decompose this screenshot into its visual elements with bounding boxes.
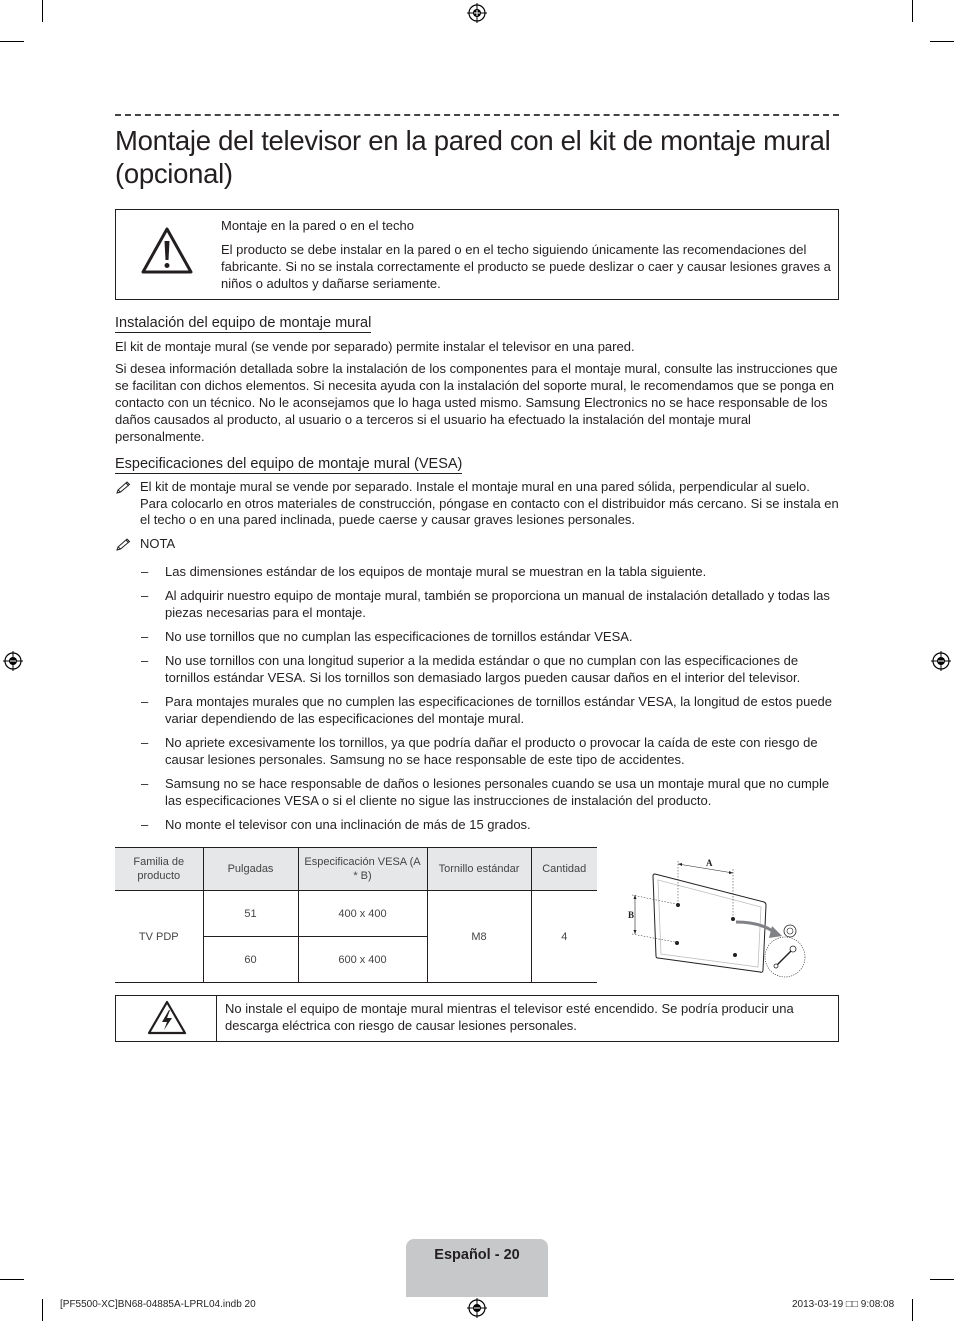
table-cell-vesa: 600 x 400 xyxy=(298,937,427,983)
list-item-text: Las dimensiones estándar de los equipos de montaje mural se muestran en la tabla siguiente. xyxy=(165,564,707,579)
installation-heading: Instalación del equipo de montaje mural xyxy=(115,315,372,331)
list-item-text: Al adquirir nuestro equipo de montaje mural, también se proporciona un manual de instalación detallado y todas las piezas necesarias para el montaje. xyxy=(165,588,830,620)
shock-warning-box xyxy=(115,995,839,1042)
crop-mark xyxy=(0,1279,24,1280)
crop-mark xyxy=(930,1279,954,1280)
table-header-cell: Familia de producto xyxy=(115,848,203,891)
list-dash: – xyxy=(141,588,149,603)
table-cell-family: TV PDP xyxy=(115,891,203,983)
registration-mark-icon xyxy=(467,3,487,23)
list-dash: – xyxy=(141,564,149,579)
footer-file-info: [PF5500-XC]BN68-04885A-LPRL04.indb 20 xyxy=(60,1299,256,1310)
crop-mark xyxy=(42,1299,43,1321)
list-item-text: No use tornillos con una longitud superior a la medida estándar o que no cumplan con las especificaciones de tornillos estándar VESA. Si los tornillos son demasiado largos pueden causar daños en el interior del televisor. xyxy=(165,653,801,685)
shock-warning-text: No instale el equipo de montaje mural mientras el televisor esté encendido. Se podría producir una descarga eléctrica con riesgo de causar lesiones personales. xyxy=(225,1001,794,1033)
page-number-tab xyxy=(406,1239,548,1297)
table-header-cell: Pulgadas xyxy=(203,848,298,891)
table-cell-vesa: 400 x 400 xyxy=(298,891,427,937)
warning-triangle-icon xyxy=(140,226,194,276)
table-header-row xyxy=(115,848,597,891)
list-item-text: Para montajes murales que no cumplen las especificaciones de tornillos estándar VESA, la longitud de estos puede variar dependiendo de las especificaciones del montaje mural. xyxy=(165,694,833,726)
specs-note-1: El kit de montaje mural se vende por separado. Instale el montaje mural en una pared sólida, perpendicular al suelo. Para colocarlo en otros materiales de construcción, póngase en contacto con el distribuidor más cercano. Si se instala en el techo o en una pared inclinada, puede caerse y causar graves lesiones personales. xyxy=(140,479,839,527)
page-number-label: Español - 20 xyxy=(434,1247,520,1263)
table-header-cell: Cantidad xyxy=(531,848,597,891)
registration-mark-icon xyxy=(3,651,23,671)
specs-heading: Especificaciones del equipo de montaje mural (VESA) xyxy=(115,456,463,472)
caution-heading: Montaje en la pared o en el techo xyxy=(221,218,414,233)
caution-text: El producto se debe instalar en la pared o en el techo siguiendo únicamente las recomendaciones del fabricante. Si no se instala correctamente el producto se puede deslizar o caer y causar lesiones graves a niños o adultos y dañarse seriamente. xyxy=(221,242,831,291)
dimension-a-label: A xyxy=(706,858,713,868)
list-dash: – xyxy=(141,653,149,668)
list-dash: – xyxy=(141,694,149,709)
installation-paragraph-2: Si desea información detallada sobre la instalación de los componentes para el montaje mural, consulte las instrucciones que se facilitan con dichos elementos. Si necesita ayuda con la instalación del soporte mural, le recomendamos que se ponga en contacto con un técnico. No le aconsejamos que lo haga usted mismo. Samsung Electronics no se hace responsable de los daños causados al producto, al usuario o a terceros si el usuario ha efectuado la instalación del montaje mural personalmente. xyxy=(115,361,838,444)
crop-mark xyxy=(42,0,43,22)
list-item-text: No use tornillos que no cumplan las especificaciones de tornillos estándar VESA. xyxy=(165,629,633,644)
list-dash: – xyxy=(141,817,149,832)
list-dash: – xyxy=(141,629,149,644)
table-cell-quantity: 4 xyxy=(531,891,597,983)
table-row xyxy=(115,891,597,937)
dimension-b-label: B xyxy=(628,910,635,920)
table-cell-inches: 60 xyxy=(203,937,298,983)
registration-mark-icon xyxy=(467,1298,487,1318)
title-rule xyxy=(115,114,839,116)
installation-paragraph-1: El kit de montaje mural (se vende por separado) permite instalar el televisor en una pared. xyxy=(115,339,635,354)
box-divider xyxy=(216,996,217,1041)
crop-mark xyxy=(912,0,913,22)
caution-box xyxy=(115,209,839,300)
crop-mark xyxy=(912,1299,913,1321)
crop-mark xyxy=(930,41,954,42)
vesa-spec-table xyxy=(115,847,597,983)
page-title: Montaje del televisor en la pared con el kit de montaje mural (opcional) xyxy=(115,125,831,189)
registration-mark-icon xyxy=(931,651,951,671)
note-pencil-icon xyxy=(115,481,131,495)
list-item-text: Samsung no se hace responsable de daños o lesiones personales cuando se usa un montaje mural que no cumple las especificaciones VESA o si el cliente no sigue las instrucciones de instalación del producto. xyxy=(165,776,830,808)
electric-shock-warning-icon xyxy=(147,1000,187,1036)
note-pencil-icon xyxy=(115,538,131,552)
table-cell-inches: 51 xyxy=(203,891,298,937)
list-item-text: No apriete excesivamente los tornillos, ya que podría dañar el producto o provocar la caída de este con riesgo de causar lesiones personales. Samsung no se hace responsable de este tipo de accidentes. xyxy=(165,735,818,767)
crop-mark xyxy=(0,41,24,42)
footer-timestamp: 2013-03-19 □□ 9:08:08 xyxy=(792,1299,895,1310)
vesa-mount-diagram xyxy=(622,852,812,984)
note-label: NOTA xyxy=(140,536,176,551)
list-dash: – xyxy=(141,735,149,750)
table-header-cell: Tornillo estándar xyxy=(427,848,531,891)
list-item-text: No monte el televisor con una inclinación de más de 15 grados. xyxy=(165,817,531,832)
table-cell-screw: M8 xyxy=(427,891,531,983)
list-dash: – xyxy=(141,776,149,791)
table-header-cell: Especificación VESA (A * B) xyxy=(298,848,427,891)
